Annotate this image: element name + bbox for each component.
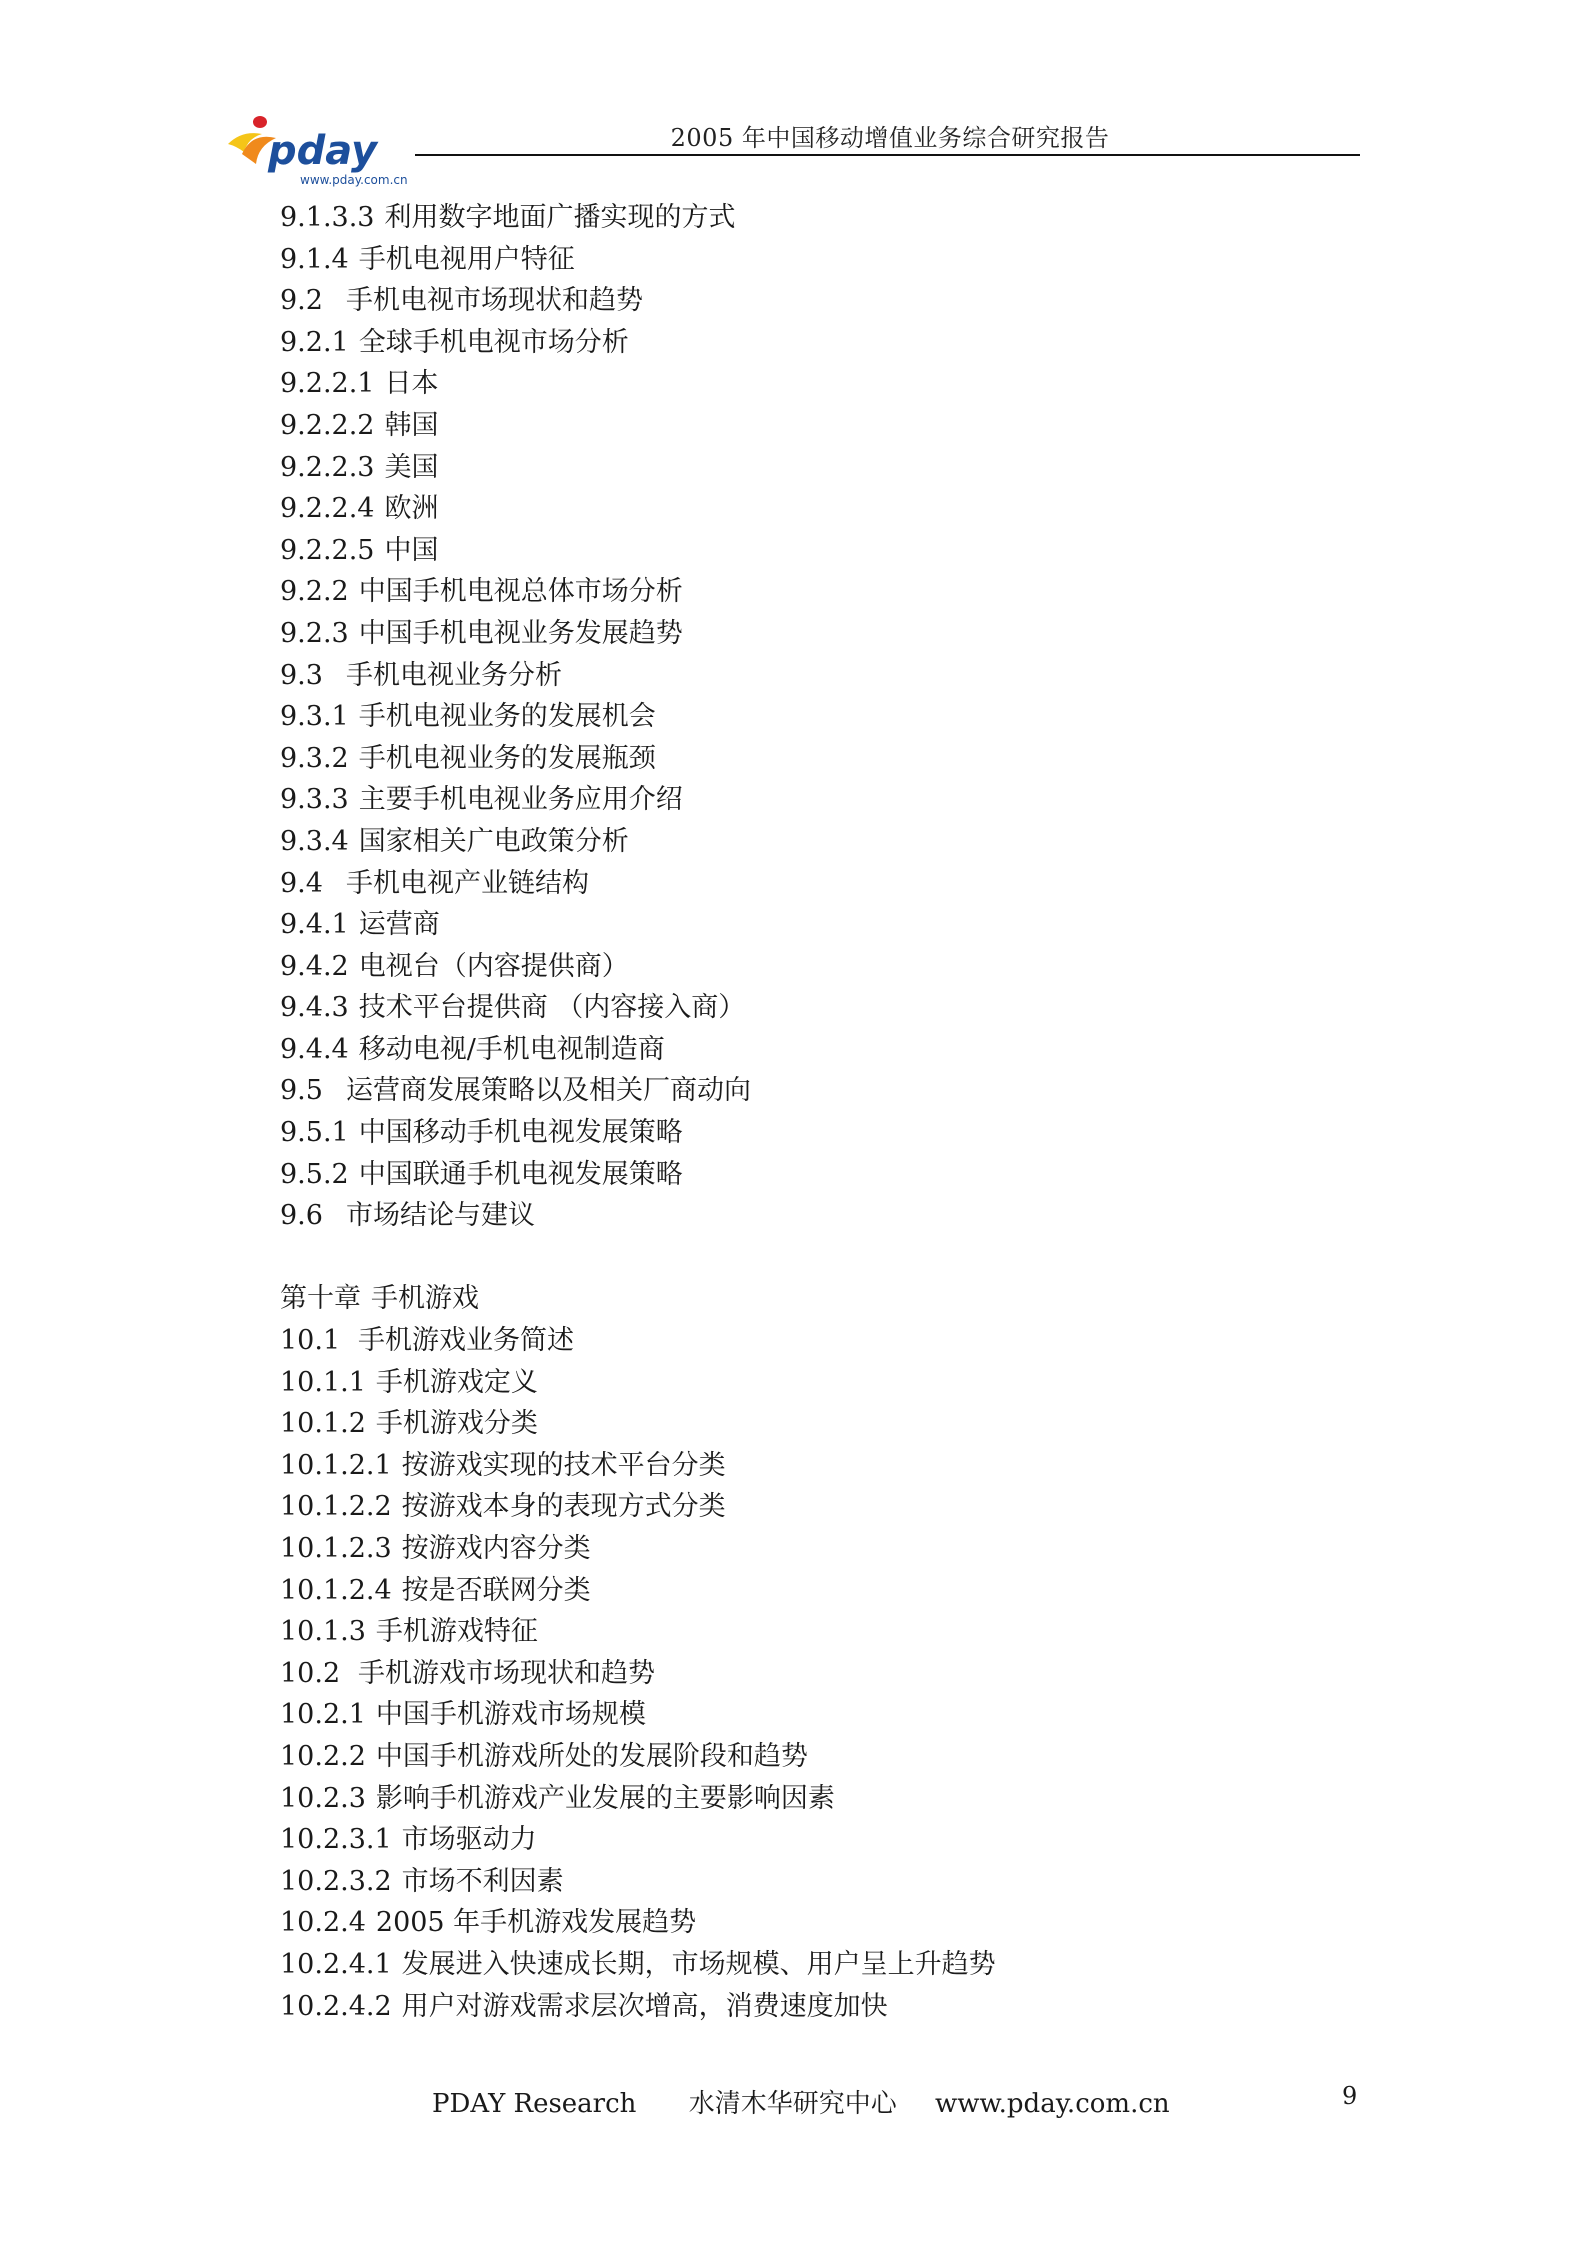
toc-entry	[280, 1029, 1380, 1071]
toc-entry-title: 电视台（内容提供商）	[358, 950, 629, 982]
toc-entry	[280, 239, 1380, 281]
header-rule	[415, 154, 1360, 156]
toc-entry-title: 中国手机电视业务发展趋势	[358, 617, 683, 649]
toc-entry-title: 美国	[384, 451, 439, 483]
toc-entry-title: 手机电视市场现状和趋势	[346, 285, 643, 317]
toc-entry-number: 9.3	[280, 659, 323, 691]
toc-entry	[280, 1944, 1380, 1986]
toc-entry-number: 第十章	[280, 1283, 361, 1315]
toc-entry-title: 手机游戏定义	[375, 1366, 538, 1398]
toc-entry-number: 9.2.2.1	[280, 368, 375, 400]
toc-entry-number: 10.2.3	[280, 1782, 366, 1814]
toc-entry	[280, 1902, 1380, 1944]
toc-entry-number: 9.4.4	[280, 1033, 349, 1065]
toc-entry-title: 国家相关广电政策分析	[358, 825, 629, 857]
toc-entry-title: 中国	[384, 534, 439, 566]
toc-entry	[280, 1528, 1380, 1570]
toc-entry-title: 运营商发展策略以及相关厂商动向	[346, 1075, 751, 1107]
toc-entry-title: 手机游戏	[371, 1283, 479, 1315]
toc-entry-title: 市场不利因素	[401, 1865, 564, 1897]
toc-entry-number: 10.2.3.2	[280, 1865, 392, 1897]
toc-entry	[280, 821, 1380, 863]
toc-entry-number: 10.1.1	[280, 1366, 366, 1398]
toc-entry-number: 9.2.2.5	[280, 534, 375, 566]
toc-entry-title: 韩国	[384, 409, 439, 441]
toc-entry	[280, 1195, 1380, 1237]
toc-entry-number: 9.5	[280, 1075, 323, 1107]
toc-entry-title: 全球手机电视市场分析	[358, 326, 629, 358]
toc-entry	[280, 1320, 1380, 1362]
toc-entry-title: 市场结论与建议	[346, 1200, 535, 1232]
toc-entry	[280, 1694, 1380, 1736]
toc-entry-number: 9.3.4	[280, 825, 349, 857]
toc-entry-title: 中国手机游戏市场规模	[375, 1699, 646, 1731]
toc-entry-number: 9.2.3	[280, 617, 349, 649]
toc-entry-title: 影响手机游戏产业发展的主要影响因素	[375, 1782, 835, 1814]
toc-entry-number: 9.2.2.3	[280, 451, 375, 483]
toc-entry-title: 手机电视业务的发展瓶颈	[358, 742, 656, 774]
toc-entry-title: 按是否联网分类	[401, 1574, 591, 1606]
logo-red-dot	[253, 116, 267, 128]
toc-entry-title: 中国联通手机电视发展策略	[358, 1158, 683, 1190]
toc-entry-number: 9.4	[280, 867, 323, 899]
table-of-contents	[280, 197, 1380, 2027]
toc-entry	[280, 530, 1380, 572]
toc-entry-number: 10.1	[280, 1325, 341, 1357]
toc-entry-number: 9.5.1	[280, 1117, 349, 1149]
header-title: 2005 年中国移动增值业务综合研究报告	[670, 124, 1110, 152]
pday-logo	[222, 112, 422, 192]
toc-entry-number: 10.2.1	[280, 1699, 366, 1731]
toc-entry-number: 9.2.2	[280, 576, 349, 608]
toc-entry	[280, 946, 1380, 988]
toc-entry-title: 按游戏内容分类	[401, 1533, 591, 1564]
toc-entry	[280, 863, 1380, 905]
toc-entry	[280, 1736, 1380, 1778]
toc-entry-title: 欧洲	[384, 493, 439, 525]
toc-entry-number: 9.2	[280, 285, 323, 317]
toc-entry-number: 10.1.3	[280, 1616, 366, 1648]
toc-entry-number: 10.1.2.4	[280, 1574, 392, 1606]
toc-entry-number: 10.2	[280, 1657, 341, 1689]
toc-entry-number: 10.2.4.1	[280, 1948, 392, 1980]
toc-entry-title: 手机游戏业务简述	[358, 1325, 574, 1357]
toc-entry-title: 手机游戏特征	[375, 1616, 538, 1648]
toc-entry-number: 9.2.2.4	[280, 493, 375, 525]
toc-entry-number: 10.1.2	[280, 1408, 366, 1440]
toc-entry-number: 9.2.2.2	[280, 409, 375, 441]
toc-entry-title: 主要手机电视业务应用介绍	[358, 784, 683, 816]
toc-entry	[280, 1819, 1380, 1861]
toc-entry	[280, 197, 1380, 239]
toc-entry-number: 10.2.2	[280, 1740, 366, 1772]
toc-entry	[280, 613, 1380, 655]
toc-entry	[280, 322, 1380, 364]
toc-entry-number: 9.1.4	[280, 243, 349, 275]
page-footer	[432, 2083, 1170, 2120]
footer-url: www.pday.com.cn	[934, 2089, 1170, 2119]
toc-entry	[280, 1403, 1380, 1445]
toc-entry	[280, 904, 1380, 946]
toc-entry-number: 10.2.4	[280, 1907, 366, 1939]
toc-entry-number: 9.4.2	[280, 950, 349, 982]
toc-entry-title: 手机电视产业链结构	[346, 867, 589, 899]
toc-entry-title: 中国移动手机电视发展策略	[358, 1117, 683, 1149]
toc-entry-title: 技术平台提供商 （内容接入商）	[358, 992, 746, 1024]
toc-entry-number: 9.5.2	[280, 1158, 349, 1190]
toc-entry-title: 按游戏实现的技术平台分类	[401, 1449, 726, 1481]
toc-entry-title: 运营商	[358, 909, 440, 941]
toc-entry-title: 2005 年手机游戏发展趋势	[375, 1907, 697, 1939]
toc-entry	[280, 655, 1380, 697]
toc-entry	[280, 696, 1380, 738]
toc-entry	[280, 405, 1380, 447]
toc-entry	[280, 1611, 1380, 1653]
toc-entry-number: 9.4.1	[280, 909, 349, 941]
toc-entry-number: 10.1.2.1	[280, 1449, 392, 1481]
toc-entry-number: 9.1.3.3	[280, 202, 375, 233]
toc-entry	[280, 738, 1380, 780]
footer-org: PDAY Research	[432, 2089, 637, 2119]
toc-entry	[280, 1653, 1380, 1695]
toc-entry-number: 10.2.4.2	[280, 1990, 392, 2022]
toc-entry-title: 手机游戏分类	[375, 1408, 538, 1440]
toc-entry-title: 利用数字地面广播实现的方式	[384, 202, 736, 233]
toc-entry-number: 9.3.1	[280, 701, 349, 733]
page-number: 9	[1342, 2082, 1358, 2110]
toc-entry-number: 9.3.2	[280, 742, 349, 774]
toc-entry-title: 手机游戏市场现状和趋势	[358, 1657, 655, 1689]
toc-entry	[280, 779, 1380, 821]
toc-entry-title: 用户对游戏需求层次增高，消费速度加快	[401, 1990, 888, 2022]
toc-entry-number: 9.2.1	[280, 326, 349, 358]
toc-entry	[280, 1861, 1380, 1903]
toc-entry	[280, 987, 1380, 1029]
toc-entry	[280, 488, 1380, 530]
toc-entry-title: 手机电视业务分析	[346, 659, 562, 691]
toc-entry	[280, 1112, 1380, 1154]
toc-entry	[280, 1362, 1380, 1404]
toc-entry-title: 中国手机电视总体市场分析	[358, 576, 683, 608]
toc-entry-title: 发展进入快速成长期，市场规模、用户呈上升趋势	[401, 1948, 996, 1980]
toc-entry	[280, 447, 1380, 489]
toc-entry-number: 9.6	[280, 1200, 323, 1232]
toc-entry-title: 中国手机游戏所处的发展阶段和趋势	[375, 1740, 808, 1772]
toc-entry	[280, 1070, 1380, 1112]
logo-text: pday	[268, 128, 378, 174]
toc-entry-title: 按游戏本身的表现方式分类	[401, 1491, 726, 1523]
toc-entry	[280, 1154, 1380, 1196]
toc-entry-title: 移动电视/手机电视制造商	[358, 1033, 665, 1065]
toc-entry	[280, 1570, 1380, 1612]
toc-entry-title: 日本	[384, 368, 439, 400]
toc-entry	[280, 1278, 1380, 1320]
toc-entry-number: 10.1.2.3	[280, 1533, 392, 1564]
toc-entry	[280, 280, 1380, 322]
toc-entry	[280, 1778, 1380, 1820]
footer-center: 水清木华研究中心	[688, 2089, 897, 2119]
toc-entry-title: 手机电视用户特征	[358, 243, 575, 275]
toc-entry-title: 手机电视业务的发展机会	[358, 701, 656, 733]
toc-entry	[280, 363, 1380, 405]
toc-entry	[280, 1445, 1380, 1487]
toc-entry	[280, 571, 1380, 613]
toc-entry	[280, 1986, 1380, 2028]
toc-entry-number: 10.1.2.2	[280, 1491, 392, 1523]
logo-url: www.pday.com.cn	[300, 173, 408, 187]
toc-entry-number: 10.2.3.1	[280, 1824, 392, 1856]
toc-entry-number: 9.4.3	[280, 992, 349, 1024]
toc-entry-title: 市场驱动力	[401, 1824, 537, 1856]
toc-entry-number: 9.3.3	[280, 784, 349, 816]
toc-entry	[280, 1486, 1380, 1528]
